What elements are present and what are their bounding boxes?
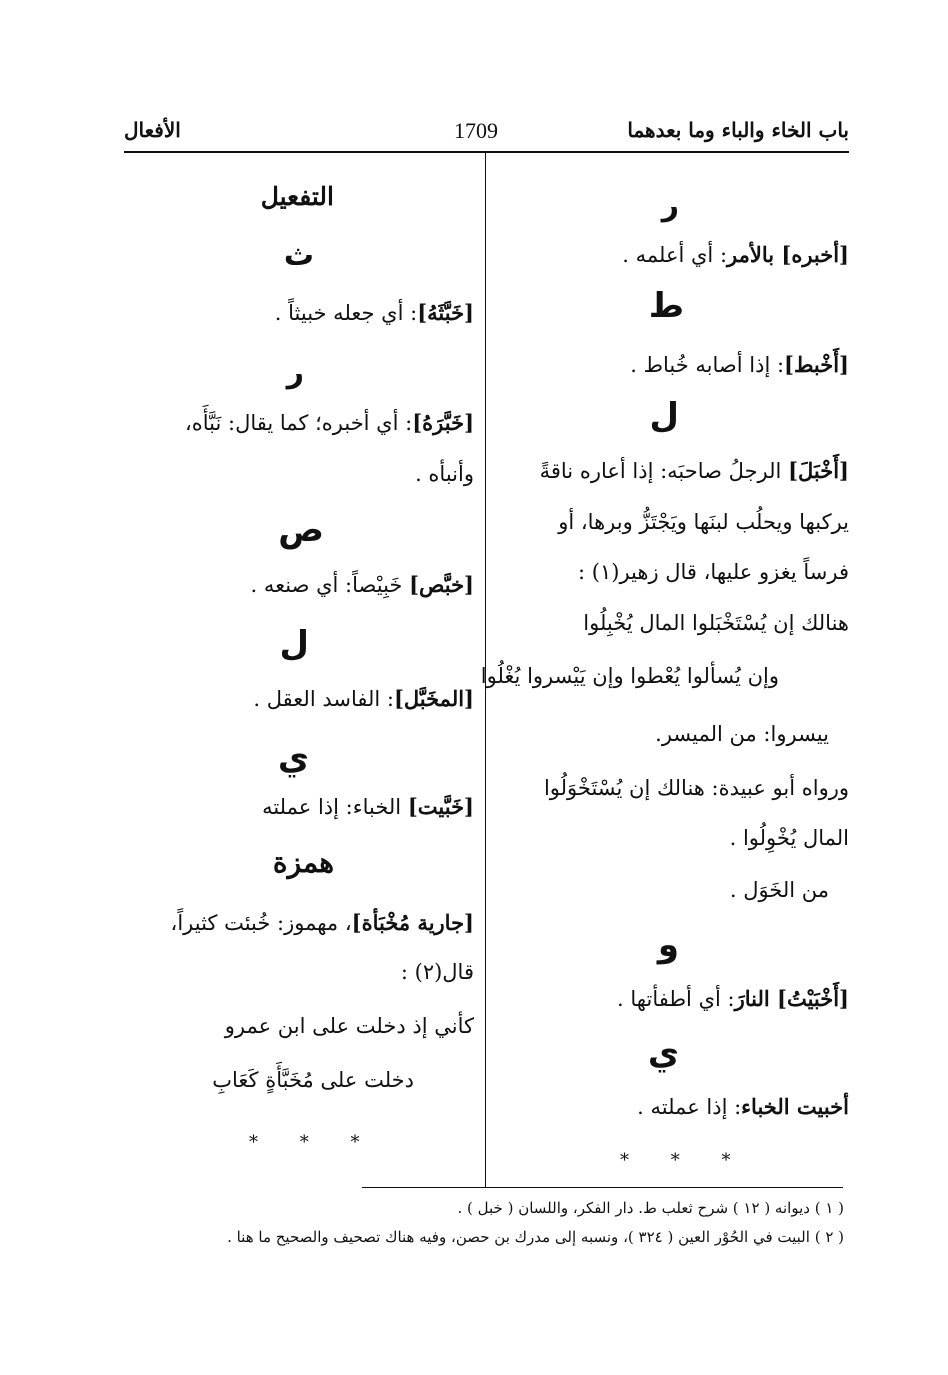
gloss-line-1: ييسروا: من الميسر. — [655, 722, 829, 746]
entry-akhbala-line2: يركبها ويحلُب لبنَها ويَجْتَزُّ وبرها، أو — [558, 510, 849, 534]
entry-headword: أخبيت الخباء — [741, 1094, 849, 1119]
entry-headword: [المخَبَّل] — [393, 686, 474, 711]
entry-mukhba-line1 — [124, 910, 474, 935]
entry-khabbarahu-line1 — [124, 410, 474, 435]
entry-headword: [أَخْبَلَ] — [788, 458, 849, 483]
chapter-title: باب الخاء والباء وما بعدهما — [627, 118, 849, 142]
entry-khabbarahu-line2: وأنبأه . — [415, 462, 474, 486]
entry-definition: : الفاسد العقل . — [253, 687, 394, 711]
entry-definition: الرجلُ صاحبَه: إذا أعاره ناقةً — [539, 459, 782, 483]
entry-akhbala-line3: فرساً يغزو عليها، قال زهير(١) : — [578, 560, 849, 584]
entry-akhbaytu — [495, 986, 849, 1011]
entry-definition: خَبِيْصاً: أي صنعه . — [250, 573, 403, 597]
entry-headword: [جارية مُخْبَأة] — [351, 910, 474, 935]
entry-definition: : أي جعله خبيثاً . — [274, 301, 418, 325]
letter-heading-ra: ر — [661, 188, 679, 223]
entry-definition: ، مهموز: خُبئت كثيراً، — [170, 911, 352, 935]
letter-heading-ya: ي — [277, 738, 309, 778]
page-header — [124, 112, 849, 152]
entry-definition: الخباء: إذا عملته — [262, 795, 402, 819]
section-title: الأفعال — [124, 118, 181, 142]
entry-akhbala-line1 — [495, 458, 849, 483]
entry-headword: [أَخْبَيْتُ] النارَ — [734, 986, 849, 1011]
end-stars: * * * — [620, 1150, 749, 1171]
footnote-rule — [362, 1187, 843, 1188]
entry-mukhba-line2: قال(٢) : — [400, 960, 474, 984]
gloss-line-4: من الخَوَل . — [729, 878, 829, 902]
letter-heading-sad: ص — [278, 510, 324, 550]
end-stars: * * * — [249, 1132, 378, 1153]
entry-khabbathahu — [124, 300, 474, 325]
entry-akhbaytu-alkhiba — [495, 1094, 849, 1119]
header-rule — [124, 151, 849, 153]
entry-akhbarahu — [495, 242, 849, 267]
entry-headword: [خبَّص] — [409, 572, 474, 597]
letter-heading-waw: و — [657, 925, 679, 965]
gloss-line-2: ورواه أبو عبيدة: هنالك إن يُسْتَخْوَلُوا — [543, 776, 849, 800]
letter-heading-ta: ط — [648, 286, 684, 326]
entry-definition: : إذا أصابه خُباط . — [630, 353, 785, 377]
section-heading-taf3il: التفعيل — [260, 182, 334, 211]
entry-definition: : أي أطفأتها . — [617, 987, 735, 1011]
entry-headword: [خَبَّثَهُ] — [417, 300, 474, 325]
entry-khabbasa — [124, 572, 474, 597]
entry-definition: : إذا عملته . — [637, 1095, 742, 1119]
footnote-1: ( ١ ) ديوانه ( ١٢ ) شرح ثعلب ط. دار الفكر، واللسان ( خبل ) . — [457, 1199, 844, 1217]
entry-headword: [خَبَّيت] — [407, 794, 474, 819]
gloss-line-3: المال يُخْوِلُوا . — [729, 826, 849, 850]
entry-khabbaytu — [124, 794, 474, 819]
verse-line-2: دخلت على مُخَبَّأَةٍ كَعَابِ — [212, 1068, 414, 1092]
page-number: 1709 — [454, 118, 498, 143]
section-heading-hamza: همزة — [272, 846, 334, 879]
entry-almukhabbal — [124, 686, 474, 711]
verse-line-1: كأني إذ دخلت على ابن عمرو — [224, 1014, 474, 1038]
verse-line-2: وإن يُسألوا يُعْطوا وإن يَيْسروا يُغْلُوا — [480, 664, 779, 688]
letter-heading-tha: ث — [283, 238, 314, 273]
letter-heading-lam: ل — [649, 396, 679, 436]
entry-headword: [خَبَّرَهُ] — [412, 410, 474, 435]
letter-heading-lam: ل — [279, 624, 309, 664]
entry-headword: [أَخْبط] — [784, 352, 849, 377]
footnote-2: ( ٢ ) البيت في الحُوْر العين ( ٣٢٤ )، ونسبه إلى مدرك بن حصن، وفيه هناك تصحيف والصحيح ما هنا . — [227, 1228, 844, 1246]
letter-heading-ra: ر — [286, 355, 304, 390]
letter-heading-ya: ي — [647, 1033, 679, 1073]
entry-definition: : أي أعلمه . — [622, 243, 728, 267]
entry-definition: : أي أخبره؛ كما يقال: نَبَّأَه، — [184, 411, 413, 435]
verse-line-1: هنالك إن يُسْتَخْبَلوا المال يُخْبِلُوا — [583, 611, 849, 635]
entry-akhbat — [495, 352, 849, 377]
entry-headword: [أخبره] بالأمر — [727, 242, 849, 267]
